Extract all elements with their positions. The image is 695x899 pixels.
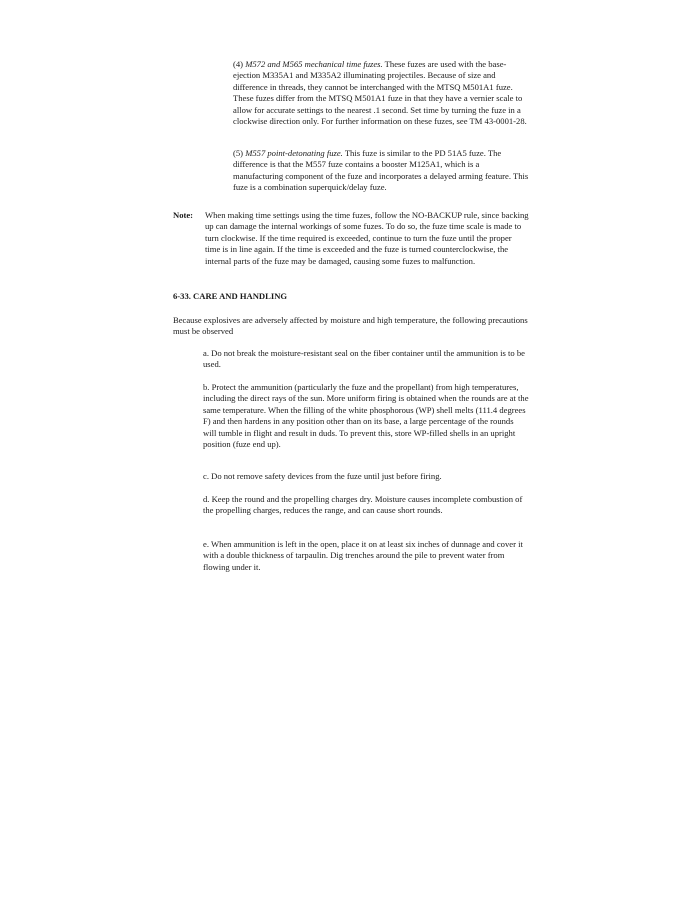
note-text: When making time settings using the time fuzes, follow the NO-BACKUP rule, since backing up can damage the internal workings of some fuzes. To do so, the fuze time scale is made to turn clockwise. If the time required is exceeded, continue to turn the fuze until the proper time is in line again. If the time is exceeded and the fuze is turned counterclockwise, the internal parts of the fuze may be damaged, causing some fuzes to malfunction. [205, 210, 529, 266]
item-4-title: M572 and M565 mechanical time fuzes. [245, 59, 383, 69]
section-heading: 6-33. CARE AND HANDLING [173, 291, 288, 301]
item-5-body: This fuze is similar to the PD 51A5 fuze. The difference is that the M557 fuze contains a booster M125A1, which is a manufacturing component of the fuze and incorporates a delayed arming feature. This fuze is a combination superquick/delay fuze. [233, 148, 529, 193]
precaution-e: e. When ammunition is left in the open, place it on at least six inches of dunnage and cover it with a double thickness of tarpaulin. Dig trenches around the pile to prevent water from flowing under it. [203, 539, 523, 572]
fuze-item-4 [233, 59, 529, 127]
precaution-c: c. Do not remove safety devices from the fuze until just before firing. [203, 471, 442, 481]
item-5-title: M557 point-detonating fuze. [245, 148, 343, 158]
item-4-number: (4) [233, 59, 244, 69]
precaution-b: b. Protect the ammunition (particularly the fuze and the propellant) from high temperatures, including the direct rays of the sun. More uniform firing is obtained when the rounds are at the same temperature. When the filling of the white phosphorous (WP) shell melts (111.4 degrees F) and then hardens in any position other than on its base, a large percentage of the rounds will tumble in flight and result in duds. To prevent this, store WP-filled shells in an upright position (fuze end up). [203, 382, 529, 450]
note-label: Note: [173, 210, 194, 220]
section-intro: Because explosives are adversely affected by moisture and high temperature, the following precautions must be observed [173, 315, 528, 337]
precaution-a: a. Do not break the moisture-resistant seal on the fiber container until the ammunition is to be used. [203, 348, 525, 370]
item-4-body: These fuzes are used with the base-ejection M335A1 and M335A2 illuminating projectiles. Because of size and difference in threads, they cannot be interchanged with the MTSQ M501A1 fuze. These fuzes differ from the MTSQ M501A1 fuze in that they have a vernier scale to allow for accurate settings to the nearest .1 second. Set time by turning the fuze in a clockwise direction only. For further information on these fuzes, see TM 43-0001-28. [233, 59, 527, 127]
item-5-number: (5) [233, 148, 244, 158]
fuze-item-5 [233, 148, 529, 194]
precaution-d: d. Keep the round and the propelling charges dry. Moisture causes incomplete combustion of the propelling charges, reduces the range, and can cause short rounds. [203, 494, 523, 516]
